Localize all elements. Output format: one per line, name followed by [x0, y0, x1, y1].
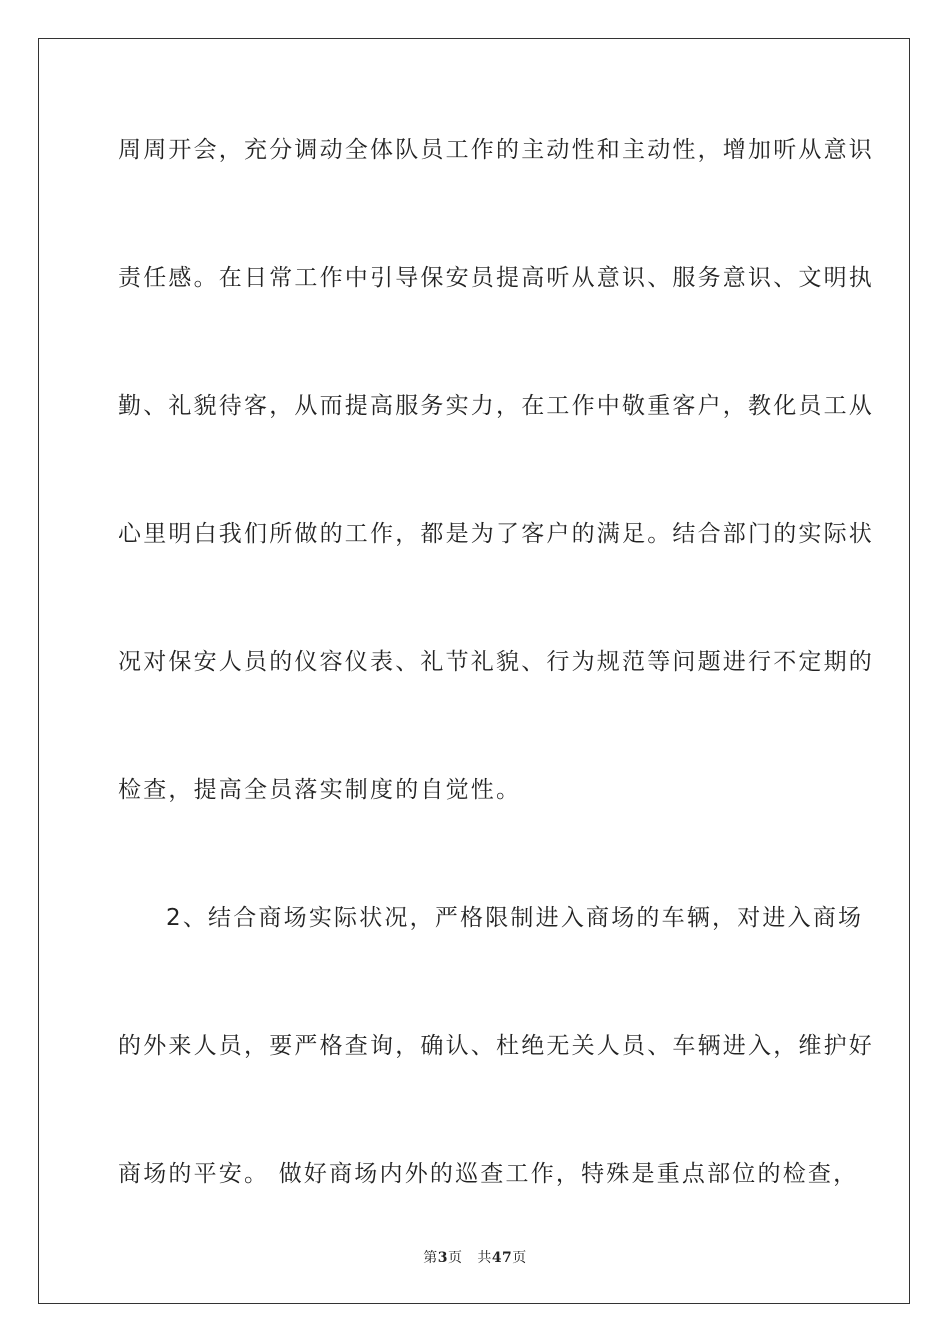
text-line: 的外来人员，要严格查询，确认、杜绝无关人员、车辆进入，维护好	[118, 1033, 874, 1059]
text-line: 况对保安人员的仪容仪表、礼节礼貌、行为规范等问题进行不定期的	[118, 649, 874, 675]
text-line: 周周开会，充分调动全体队员工作的主动性和主动性，增加听从意识	[118, 137, 874, 163]
page-prefix: 第	[423, 1250, 438, 1266]
document-body	[118, 135, 874, 1287]
text-line: 商场的平安。 做好商场内外的巡查工作，特殊是重点部位的检查，	[118, 1161, 859, 1187]
total-prefix: 共	[477, 1250, 492, 1266]
page-footer	[39, 1247, 911, 1267]
total-pages: 47	[491, 1250, 513, 1266]
text-line: 勤、礼貌待客，从而提高服务实力，在工作中敬重客户，教化员工从	[118, 393, 874, 419]
page-frame	[38, 38, 910, 1304]
total-suffix: 页	[512, 1250, 527, 1266]
text-line: 心里明白我们所做的工作，都是为了客户的满足。结合部门的实际状	[118, 521, 874, 547]
text-line: 责任感。在日常工作中引导保安员提高听从意识、服务意识、文明执	[118, 265, 874, 291]
text-line: 检查，提高全员落实制度的自觉性。	[118, 777, 522, 803]
text-line: 2、结合商场实际状况，严格限制进入商场的车辆，对进入商场	[166, 905, 864, 931]
page-number: 3	[437, 1250, 448, 1266]
page-suffix: 页	[447, 1250, 463, 1266]
